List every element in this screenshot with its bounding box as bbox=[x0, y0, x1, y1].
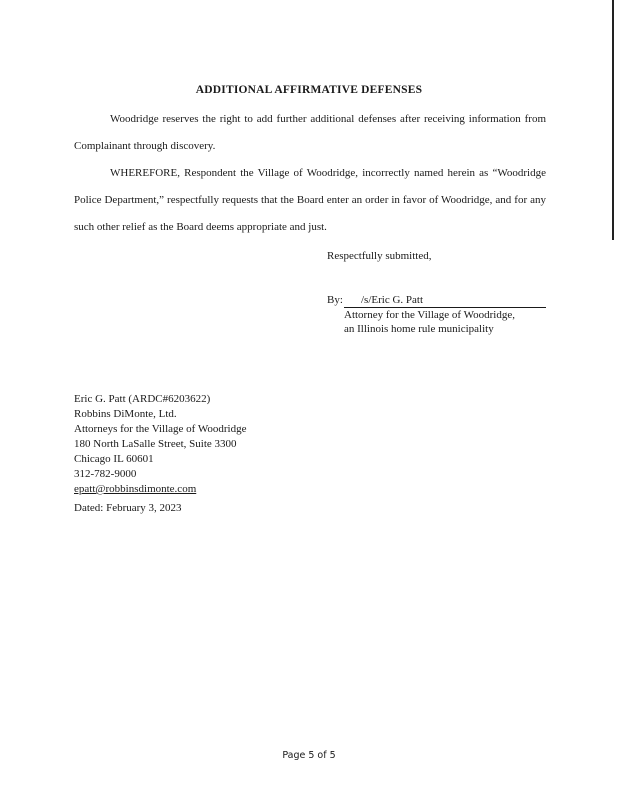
page-number-footer: Page 5 of 5 bbox=[282, 750, 336, 761]
paragraph-reservation: Woodridge reserves the right to add further additional defenses after receiving information from Complainant through discovery. bbox=[74, 113, 546, 152]
signoff-text: Respectfully submitted, bbox=[327, 250, 432, 262]
contact-firm: Robbins DiMonte, Ltd. bbox=[74, 408, 177, 420]
signer-title-line2: an Illinois home rule municipality bbox=[344, 323, 494, 335]
contact-name: Eric G. Patt (ARDC#6203622) bbox=[74, 393, 211, 405]
signature-line bbox=[327, 293, 546, 308]
contact-street: 180 North LaSalle Street, Suite 3300 bbox=[74, 438, 237, 450]
signature-block bbox=[327, 293, 546, 336]
page-edge-line bbox=[612, 0, 614, 240]
dated-line: Dated: February 3, 2023 bbox=[74, 502, 182, 514]
signer-title-line1: Attorney for the Village of Woodridge, bbox=[344, 309, 515, 321]
contact-block bbox=[74, 392, 246, 497]
contact-city: Chicago IL 60601 bbox=[74, 453, 154, 465]
contact-email-link[interactable]: epatt@robbinsdimonte.com bbox=[74, 483, 197, 495]
section-heading: ADDITIONAL AFFIRMATIVE DEFENSES bbox=[195, 84, 423, 96]
paragraph-wherefore: WHEREFORE, Respondent the Village of Woodridge, incorrectly named herein as “Woodridge Police Department,” respectfully requests that the Board enter an order in favor of Woodridge, and for any such other relief as the Board deems appropriate and just. bbox=[74, 167, 546, 233]
signed-name: /s/Eric G. Patt bbox=[344, 294, 546, 308]
contact-phone: 312-782-9000 bbox=[74, 468, 137, 480]
by-label: By: bbox=[327, 294, 343, 306]
contact-role: Attorneys for the Village of Woodridge bbox=[74, 423, 247, 435]
